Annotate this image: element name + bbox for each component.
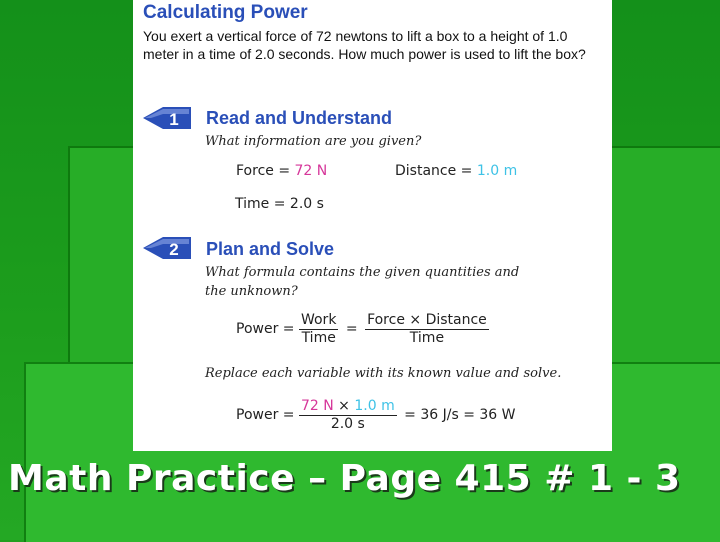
step-1-question: What information are you given? <box>205 134 422 149</box>
step-1-heading: Read and Understand <box>206 108 393 128</box>
fraction-numerator: Work <box>300 312 337 328</box>
step-2-heading: Plan and Solve <box>206 239 335 259</box>
solution-label: Power = <box>236 407 295 423</box>
equals-sign: = <box>345 321 358 337</box>
distance-label: Distance = <box>395 163 473 179</box>
time-row <box>235 196 324 212</box>
distance-value: 1.0 m <box>476 163 518 179</box>
step-2-arrow-icon <box>141 234 193 262</box>
force-value: 72 N <box>300 398 334 414</box>
replace-instruction: Replace each variable with its known value and solve. <box>205 366 562 381</box>
force-value: 72 N <box>294 163 328 179</box>
solution-fraction <box>299 398 397 433</box>
times-sign: × <box>338 398 350 414</box>
force-label: Force = <box>236 163 291 179</box>
distance-value: 1.0 m <box>354 398 395 414</box>
step-1-arrow-icon <box>141 104 193 132</box>
solution-result: = 36 J/s = 36 W <box>404 407 516 423</box>
force-distance-over-time-fraction <box>365 312 489 347</box>
fraction-denominator: 2.0 s <box>330 416 365 432</box>
step-2-question-line1: What formula contains the given quantities and <box>205 265 520 280</box>
fraction-denominator: Time <box>301 330 336 346</box>
work-over-time-fraction <box>299 312 338 347</box>
slide-caption: Math Practice – Page 415 # 1 - 3 <box>8 458 681 499</box>
step-2-question-line2: the unknown? <box>205 284 298 299</box>
problem-statement: You exert a vertical force of 72 newtons to lift a box to a height of 1.0 meter in a time of 2.0 seconds. How much power is used to lift the box? <box>143 28 586 62</box>
fraction-numerator: Force × Distance <box>367 312 487 328</box>
step-2-number: 2 <box>169 240 179 259</box>
panel-title: Calculating Power <box>143 2 308 23</box>
time-value: 2.0 s <box>289 196 324 212</box>
fraction-numerator <box>299 398 397 416</box>
textbook-excerpt <box>133 0 612 451</box>
step-1-number: 1 <box>169 110 179 129</box>
time-label: Time = <box>235 196 286 212</box>
solution-row <box>236 398 516 433</box>
force-row <box>236 163 327 179</box>
distance-row <box>395 163 517 179</box>
fraction-denominator: Time <box>409 330 445 346</box>
formula-label: Power = <box>236 321 295 337</box>
formula-row <box>236 312 489 347</box>
